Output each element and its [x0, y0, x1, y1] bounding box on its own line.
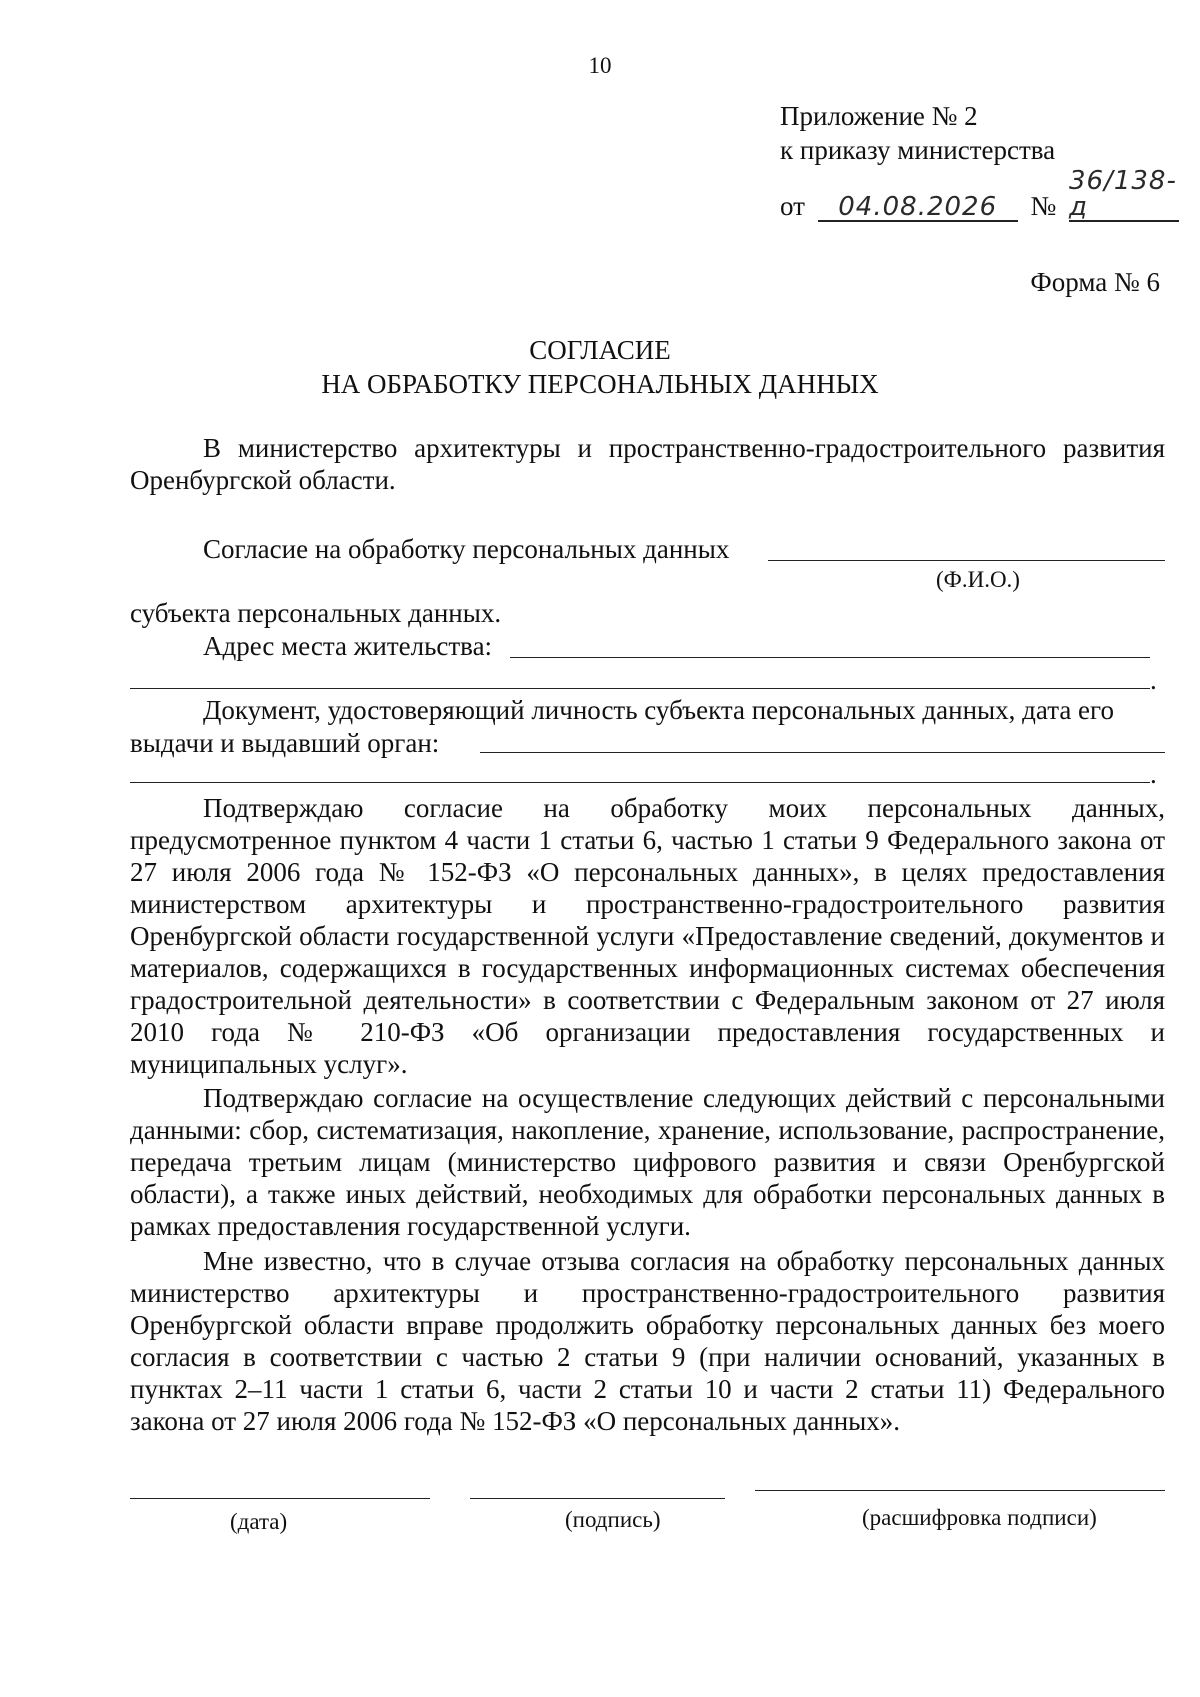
handwritten-order-number: 36/138-д: [1069, 168, 1179, 222]
appendix-number-label: №: [1030, 191, 1057, 221]
address-label: Адрес места жительства:: [203, 631, 493, 661]
page-number: 10: [588, 53, 612, 78]
document-title: СОГЛАСИЕ: [529, 335, 671, 365]
fio-caption: (Ф.И.О.): [936, 567, 1020, 592]
decode-signature-line[interactable]: [755, 1490, 1165, 1491]
subject-text: субъекта персональных данных.: [130, 598, 502, 628]
document-input-line-2[interactable]: [130, 782, 1150, 783]
paragraph-consent-actions: Подтверждаю согласие на осуществление следующих действий с персональными данными: сбор, систематизация, накопление, хранение, использование, распространение, передача третьим лицам (министерство цифрового развития и связи Оренбургской области), а также иных действий, необходимых для обработки персональных данных в рамках предоставления государственной услуги.: [130, 1083, 1165, 1241]
handwritten-order-date: 04.08.2026: [818, 194, 1018, 222]
date-caption: (дата): [230, 1509, 288, 1534]
appendix-block: [780, 100, 1190, 222]
document-subtitle: НА ОБРАБОТКУ ПЕРСОНАЛЬНЫХ ДАННЫХ: [321, 369, 879, 399]
paragraph-revocation: Мне известно, что в случае отзыва согласия на обработку персональных данных министерство архитектуры и пространственно-градостроительного развития Оренбургской области вправе продолжить обработку персональных данных без моего согласия в соответствии с частью 2 статьи 9 (при наличии оснований, указанных в пунктах 2–11 части 1 статьи 6, части 2 статьи 10 и части 2 статьи 11) Федерального закона от 27 июля 2006 года № 152-ФЗ «О персональных данных».: [130, 1246, 1165, 1436]
document-period: .: [1150, 759, 1157, 789]
address-period: .: [1150, 665, 1157, 695]
appendix-line-3: [780, 166, 1190, 222]
paragraph-consent-purpose: Подтверждаю согласие на обработку моих персональных данных, предусмотренное пунктом 4 части 1 статьи 6, частью 1 статьи 9 Федерального закона от 27 июля 2006 года № 152-ФЗ «О персональных данных», в целях предоставления министерством архитектуры и пространственно-градостроительного развития Оренбургской области государственной услуги «Предоставление сведений, документов и материалов, содержащихся в государственных информационных системах обеспечения градостроительной деятельности» в соответствии с Федеральным законом от 27 июля 2010 года № 210-ФЗ «Об организации предоставления государственных и муниципальных услуг».: [130, 793, 1165, 1079]
decode-caption: (расшифровка подписи): [862, 1505, 1097, 1530]
addressee-paragraph: В министерство архитектуры и пространственно-градостроительного развития Оренбургской области.: [130, 433, 1165, 495]
form-number: Форма № 6: [1030, 267, 1160, 297]
document-label-2: выдачи и выдавший орган:: [130, 728, 440, 758]
appendix-line-2: к приказу министерства: [780, 135, 1056, 165]
sign-caption: (подпись): [565, 1507, 661, 1532]
consent-label: Согласие на обработку персональных данных: [203, 534, 730, 564]
address-input-line-2[interactable]: [130, 688, 1150, 689]
sign-signature-line[interactable]: [470, 1498, 725, 1499]
date-signature-line[interactable]: [130, 1498, 430, 1499]
document-label-1: Документ, удостоверяющий личность субъекта персональных данных, дата его: [203, 695, 1114, 725]
address-input-line-1[interactable]: [510, 657, 1150, 658]
document-input-line-1[interactable]: [480, 752, 1165, 753]
appendix-line-1: Приложение № 2: [780, 101, 978, 131]
appendix-from-label: от: [780, 191, 805, 221]
fio-input-line[interactable]: [768, 560, 1165, 561]
